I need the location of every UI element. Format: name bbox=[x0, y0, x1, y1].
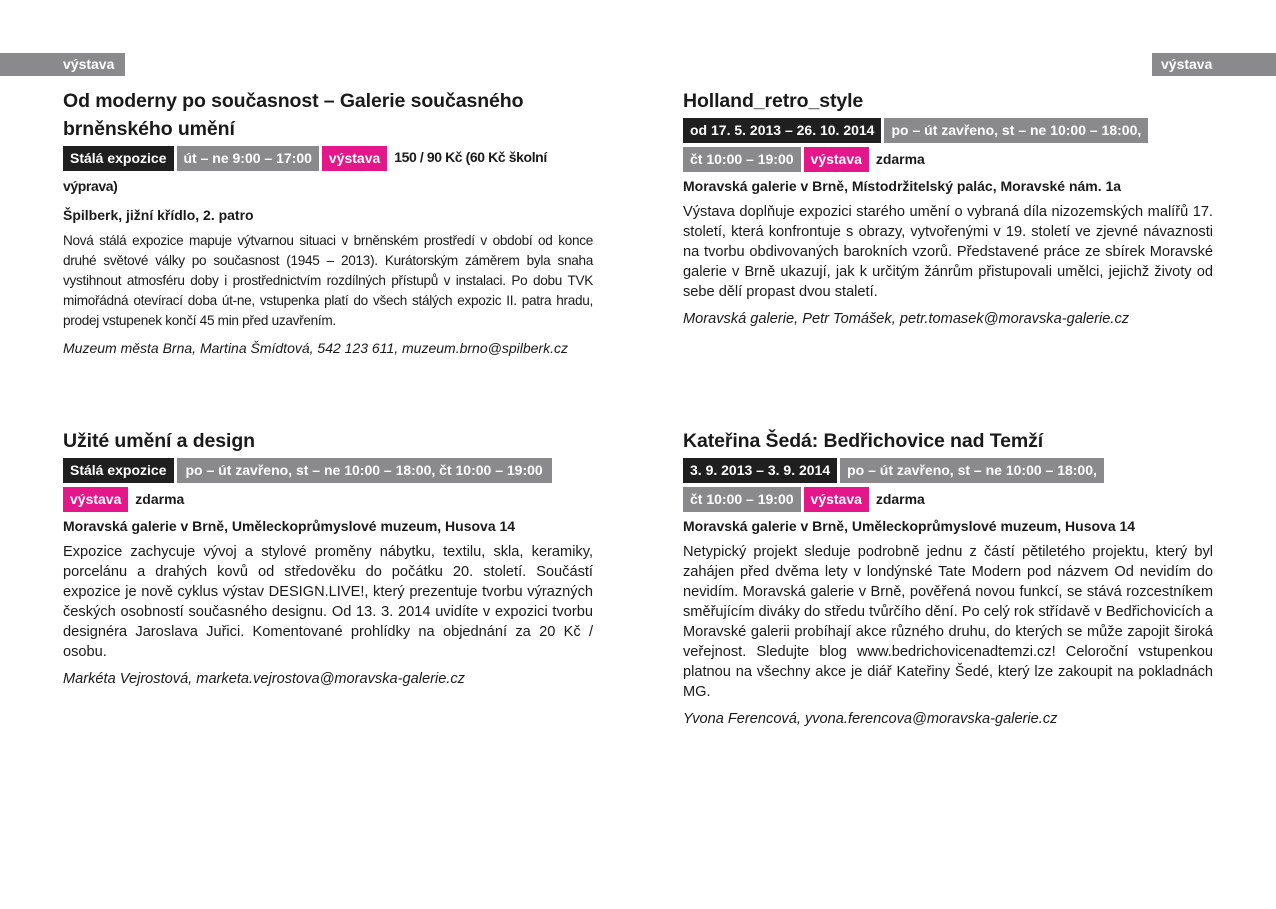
event-entry-katerina-seda bbox=[683, 427, 1213, 729]
event-title: Užité umění a design bbox=[63, 430, 255, 452]
event-tags bbox=[63, 143, 593, 201]
event-description: Nová stálá expozice mapuje výtvarnou situaci v brněnském prostředí v období od konce druhé světové války po současnost (1945 – 2013). Kurátorským záměrem byla snaha vystihnout atmosféru doby i prostřednictvím rozdílných přístupů v instalaci. Po dobu TVK mimořádná otevírací doba út-ne, vstupenka platí do všech stálých expozic II. patra hradu, prodej vstupenek končí 45 min před uzavřením. bbox=[63, 233, 593, 328]
category-tag: výstava bbox=[804, 487, 869, 512]
event-title: Od moderny po současnost – Galerie současného brněnského umění bbox=[63, 90, 524, 140]
section-tab-left bbox=[0, 53, 125, 76]
event-contact: Yvona Ferencová, yvona.ferencova@moravska-galerie.cz bbox=[683, 710, 1058, 727]
hours-tag: po – út zavřeno, st – ne 10:00 – 18:00, bbox=[840, 458, 1104, 483]
event-tags-row-2 bbox=[683, 484, 1213, 514]
hours-tag: po – út zavřeno, st – ne 10:00 – 18:00, bbox=[884, 118, 1148, 143]
event-venue: Moravská galerie v Brně, Uměleckoprůmyslové muzeum, Husova 14 bbox=[63, 517, 516, 534]
event-entry-uzite-umeni bbox=[63, 427, 593, 689]
event-tags-row-2 bbox=[63, 484, 593, 514]
date-tag: od 17. 5. 2013 – 26. 10. 2014 bbox=[683, 118, 881, 143]
price-text: zdarma bbox=[135, 490, 185, 507]
event-contact: Moravská galerie, Petr Tomášek, petr.tomasek@moravska-galerie.cz bbox=[683, 310, 1130, 327]
section-tab-label: výstava bbox=[1161, 56, 1213, 72]
event-entry-holland-retro bbox=[683, 87, 1213, 329]
event-description: Netypický projekt sleduje podrobně jednu z částí pětiletého projektu, který byl zahájen před dvěma lety v londýnské Tate Modern pod názvem Od nevidím do nevidím. Moravská galerie v Brně, pověřená novou funkcí, se stává rozcestníkem směřujícím diváky do středu tvůrčího dění. Po celý rok střídavě v Bedřichovicích a Moravské galerii probíhají akce různého druhu, do kterých se může zapojit široká veřejnost. Sledujte blog www.bedrichovicenadtemzi.cz! Celoroční vstupenkou platnou na všechny akce je diář Kateřiny Šedé, který lze zakoupit na pokladnách MG. bbox=[683, 543, 1213, 700]
date-tag: 3. 9. 2013 – 3. 9. 2014 bbox=[683, 458, 837, 483]
hours-tag: po – út zavřeno, st – ne 10:00 – 18:00, čt 10:00 – 19:00 bbox=[177, 458, 552, 483]
hours-tag-extra: čt 10:00 – 19:00 bbox=[683, 147, 801, 172]
section-tab-label: výstava bbox=[63, 56, 115, 72]
event-venue: Moravská galerie v Brně, Místodržitelský palác, Moravské nám. 1a bbox=[683, 177, 1122, 194]
event-title: Holland_retro_style bbox=[683, 90, 864, 112]
event-tags-row-2 bbox=[683, 144, 1213, 174]
event-tags bbox=[63, 455, 593, 484]
type-tag: Stálá expozice bbox=[63, 146, 174, 171]
event-venue: Moravská galerie v Brně, Uměleckoprůmyslové muzeum, Husova 14 bbox=[683, 517, 1136, 534]
category-tag: výstava bbox=[63, 487, 128, 512]
hours-tag-extra: čt 10:00 – 19:00 bbox=[683, 487, 801, 512]
hours-tag: út – ne 9:00 – 17:00 bbox=[177, 146, 319, 171]
event-description: Expozice zachycuje vývoj a stylové proměny nábytku, textilu, skla, keramiky, porcelánu a drahých kovů od středověku do počátku 20. století. Součástí expozice je nově cyklus výstav DESIGN.LIVE!, který prezentuje tvorbu výrazných českých osobností současného designu. Od 13. 3. 2014 uvidíte v expozici tvorbu designéra Jaroslava Juřici. Komentované prohlídky na objednání za 20 Kč / osobu. bbox=[63, 543, 593, 660]
section-tab-right bbox=[1152, 53, 1276, 76]
price-text: zdarma bbox=[875, 150, 925, 167]
event-contact: Markéta Vejrostová, marketa.vejrostova@moravska-galerie.cz bbox=[63, 670, 465, 687]
category-tag: výstava bbox=[804, 147, 869, 172]
price-text: zdarma bbox=[875, 490, 925, 507]
event-tags bbox=[683, 455, 1213, 484]
event-title: Kateřina Šedá: Bedřichovice nad Temží bbox=[683, 430, 1044, 452]
event-tags bbox=[683, 115, 1213, 144]
type-tag: Stálá expozice bbox=[63, 458, 174, 483]
event-venue: Špilberk, jižní křídlo, 2. patro bbox=[63, 207, 254, 223]
category-tag: výstava bbox=[322, 146, 387, 171]
event-contact: Muzeum města Brna, Martina Šmídtová, 542 123 611, muzeum.brno@spilberk.cz bbox=[63, 340, 568, 356]
event-description: Výstava doplňuje expozici starého umění o vybraná díla nizozemských malířů 17. století, která konfrontuje s obrazy, vytvořenými v 19. století ve zjevné návaznosti na tvorbu obdivovaných barokních vzorů. Představené práce ze sbírek Moravské galerie v Brně ukazují, jak k určitým žánrům přistupovali umělci, jejichž životy od sebe dělí propast dvou staletí. bbox=[683, 203, 1213, 300]
event-entry-od-moderny bbox=[63, 87, 593, 358]
price-text: 150 / 90 Kč (60 Kč školní výprava) bbox=[63, 149, 547, 194]
